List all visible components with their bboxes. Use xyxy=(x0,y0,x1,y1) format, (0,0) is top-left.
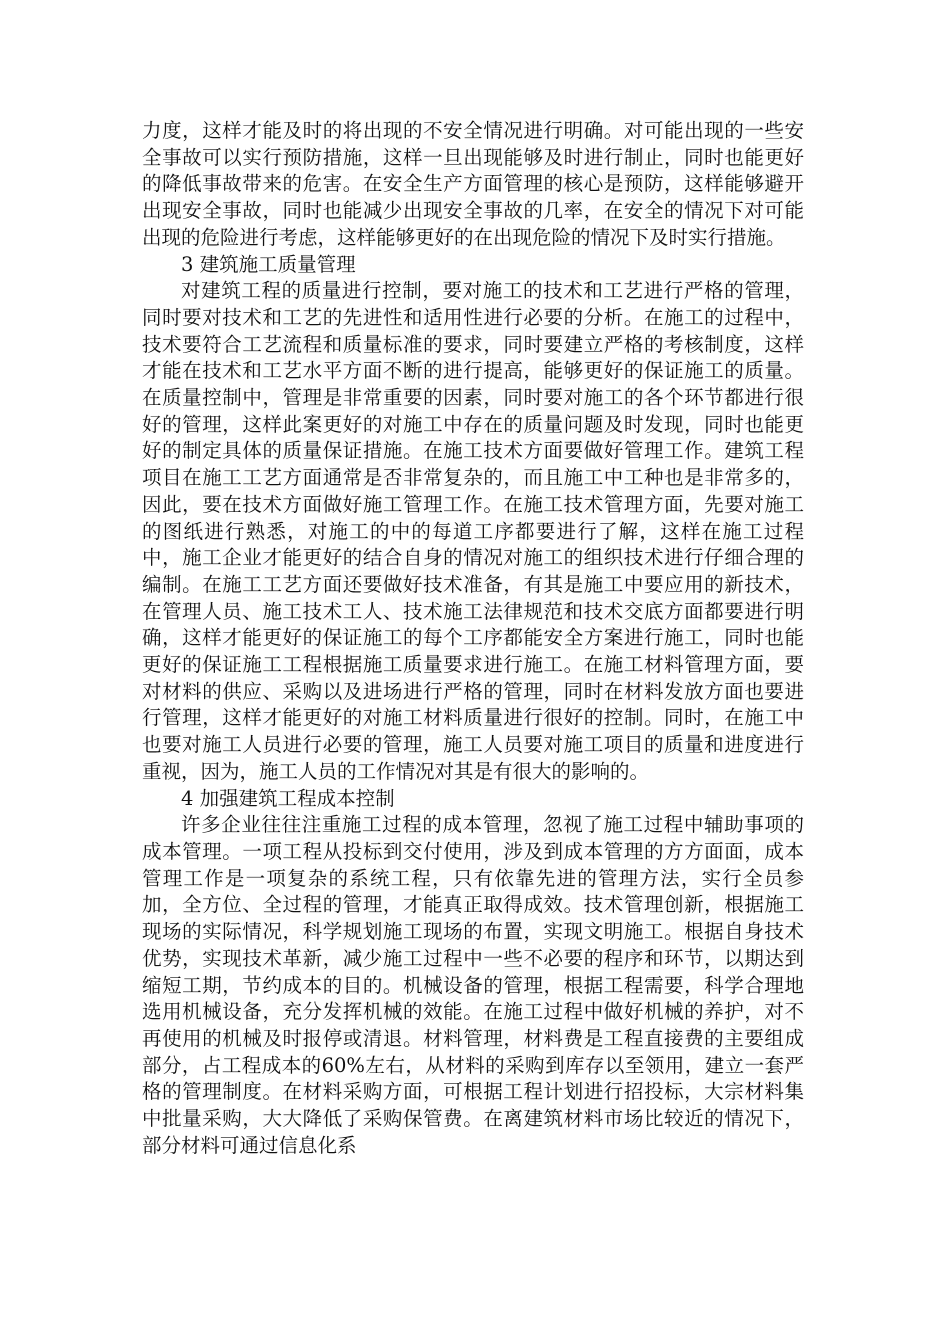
paragraph-cost-control: 许多企业往往注重施工过程的成本管理，忽视了施工过程中辅助事项的成本管理。一项工程从投标到交付使用，涉及到成本管理的方方面面，成本管理工作是一项复杂的系统工程，只有依靠先进的管理方法，实行全员参加，全方位、全过程的管理，才能真正取得成效。技术管理创新，根据施工现场的实际情况，科学规划施工现场的布置，实现文明施工。根据自身技术优势，实现技术革新，减少施工过程中一些不必要的程序和环节，以期达到缩短工期，节约成本的目的。机械设备的管理，根据工程需要，科学合理地选用机械设备，充分发挥机械的效能。在施工过程中做好机械的养护，对不再使用的机械及时报停或清退。材料管理，材料费是工程直接费的主要组成部分，占工程成本的60%左右，从材料的采购到库存以至领用，建立一套严格的管理制度。在材料采购方面，可根据工程计划进行招投标，大宗材料集中批量采购，大大降低了采购保管费。在离建筑材料市场比较近的情况下，部分材料可通过信息化系 xyxy=(142,813,804,1157)
paragraph-quality-management: 对建筑工程的质量进行控制，要对施工的技术和工艺进行严格的管理，同时要对技术和工艺的先进性和适用性进行必要的分析。在施工的过程中，技术要符合工艺流程和质量标准的要求，同时要建立严格的考核制度，这样才能在技术和工艺水平方面不断的进行提高，能够更好的保证施工的质量。在质量控制中，管理是非常重要的因素，同时要对施工的各个环节都进行很好的管理，这样此案更好的对施工中存在的质量问题及时发现，同时也能更好的制定具体的质量保证措施。在施工技术方面要做好管理工作。建筑工程项目在施工工艺方面通常是否非常复杂的，而且施工中工种也是非常多的，因此，要在技术方面做好施工管理工作。在施工技术管理方面，先要对施工的图纸进行熟悉，对施工的中的每道工序都要进行了解，这样在施工过程中，施工企业才能更好的结合自身的情况对施工的组织技术进行仔细合理的编制。在施工工艺方面还要做好技术准备，有其是施工中要应用的新技术，在管理人员、施工技术工人、技术施工法律规范和技术交底方面都要进行明确，这样才能更好的保证施工的每个工序都能安全方案进行施工，同时也能更好的保证施工工程根据施工质量要求进行施工。在施工材料管理方面，要对材料的供应、采购以及进场进行严格的管理，同时在材料发放方面也要进行管理，这样才能更好的对施工材料质量进行很好的控制。同时，在施工中也要对施工人员进行必要的管理，施工人员要对施工项目的质量和进度进行重视，因为，施工人员的工作情况对其是有很大的影响的。 xyxy=(142,279,804,783)
section-heading-3: 3 建筑施工质量管理 xyxy=(181,252,356,276)
document-page xyxy=(142,118,804,1159)
paragraph-safety-continuation: 力度，这样才能及时的将出现的不安全情况进行明确。对可能出现的一些安全事故可以实行预防措施，这样一旦出现能够及时进行制止，同时也能更好的降低事故带来的危害。在安全生产方面管理的核心是预防，这样能够避开出现安全事故，同时也能减少出现安全事故的几率，在安全的情况下对可能出现的危险进行考虑，这样能够更好的在出现危险的情况下及时实行措施。 xyxy=(142,119,804,249)
section-heading-4: 4 加强建筑工程成本控制 xyxy=(181,786,395,810)
